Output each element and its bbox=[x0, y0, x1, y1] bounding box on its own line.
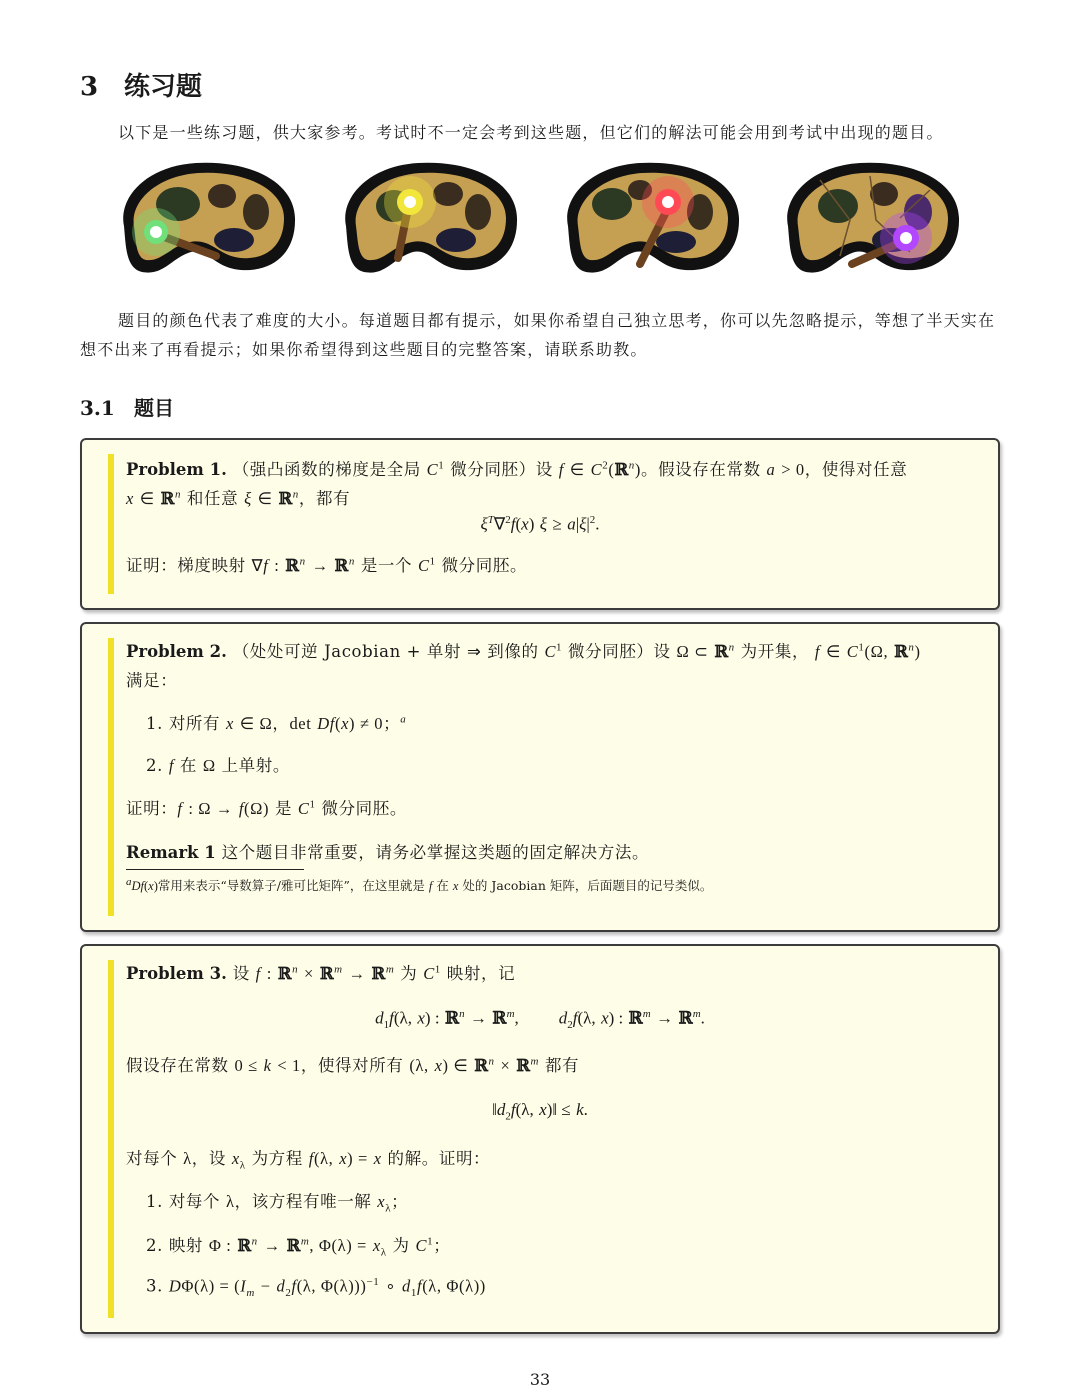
problem-3-display-eq-2: $‖d_2f(\lambda$, x)‖ ≤ k. bbox=[492, 1100, 588, 1123]
palette-red-image bbox=[560, 160, 742, 278]
problem-2-box bbox=[80, 622, 1000, 932]
page-number: 33 bbox=[529, 1370, 551, 1389]
section-title: 练习题 bbox=[124, 72, 203, 102]
problem-3-assume: 假设存在常数 0 ≤ k < 1，使得对所有 (λ, x) ∈ ℝ$^n$ × ℝ$^m$ 都有 bbox=[126, 1055, 580, 1075]
problem-1-prove: 证明：梯度映射 ∇f : ℝ$^n$ → ℝ$^n$ 是一个 $C^1$ 微分同胚。 bbox=[126, 555, 528, 575]
subsection-heading bbox=[80, 392, 174, 421]
problem-2-remark: Remark 1 这个题目非常重要，请务必掌握这类题的固定解决方法。 bbox=[126, 843, 650, 862]
problem-3-item-2: 2. 映射 Φ : ℝ$^n$ → ℝ$^m$, $\Phi(\lambda) = x_\lambda$ 为 $C^1$； bbox=[146, 1235, 451, 1259]
problem-3-each: 对每个 λ，设 $x_\lambda$ 为方程 f(λ, x) = x 的解。证明： bbox=[126, 1149, 491, 1172]
remark-label: Remark 1 bbox=[126, 843, 216, 862]
subsection-number: 3.1 bbox=[80, 396, 115, 420]
problem-3-item-3: 3. $D\Phi(\lambda) = (I_m - d_2f(\lambda$, Φ(λ)))$^{-1}$ ∘ $d_1f(\lambda$, Φ(λ)) bbox=[146, 1276, 486, 1299]
problem-2-label: Problem 2. bbox=[126, 642, 227, 661]
problem-3-box bbox=[80, 944, 1000, 1334]
problem-2-line-1: Problem 2. （处处可逆 Jacobian + 单射 ⇒ 到像的 $C^1$ 微分同胚）设 Ω ⊂ ℝ$^n$ 为开集， f ∈ $C^1(\Omega$, ℝ$^n$) bbox=[126, 641, 921, 661]
problem-1-line-1: Problem 1. （强凸函数的梯度是全局 $C^1$ 微分同胚）设 f ∈ $C^2(ℝ^n)$。假设存在常数 a > 0，使得对任意 bbox=[126, 459, 908, 479]
subsection-title: 题目 bbox=[134, 396, 174, 420]
problem-1-line-2: x ∈ ℝ$^n$ 和任意 ξ ∈ ℝ$^n$，都有 bbox=[126, 488, 351, 508]
problem-2-item-2: 2. f 在 Ω 上单射。 bbox=[146, 756, 290, 775]
problem-2-satisfy: 满足： bbox=[126, 671, 178, 690]
difficulty-paragraph: 题目的颜色代表了难度的大小。每道题目都有提示，如果你希望自己独立思考，你可以先忽略提示，等想了半天实在想不出来了再看提示；如果你希望得到这些题目的完整答案，请联系助教。 bbox=[80, 311, 996, 359]
problem-3-item-1: 1. 对每个 λ，该方程有唯一解 $x_\lambda$； bbox=[146, 1192, 409, 1215]
section-heading bbox=[80, 66, 202, 103]
intro-paragraph: 以下是一些练习题，供大家参考。考试时不一定会考到这些题，但它们的解法可能会用到考试中出现的题目。 bbox=[118, 123, 944, 142]
problem-3-label: Problem 3. bbox=[126, 964, 227, 983]
problem-2-footnote: $^a$Df(x)常用来表示“导数算子/雅可比矩阵”，在这里就是 f 在 x 处的 Jacobian 矩阵，后面题目的记号类似。 bbox=[126, 876, 713, 894]
problem-2-accent-bar bbox=[108, 638, 114, 916]
palette-yellow-image bbox=[338, 160, 520, 278]
section-number: 3 bbox=[80, 72, 99, 102]
problem-2-item-1: 1. 对所有 x ∈ Ω，det Df(x) ≠ 0；$^a$ bbox=[146, 713, 407, 733]
palette-green-image bbox=[116, 160, 298, 278]
problem-3-line-1: Problem 3. 设 f : ℝ$^n$ × ℝ$^m$ → ℝ$^m$ 为 $C^1$ 映射，记 bbox=[126, 963, 516, 983]
footnote-rule bbox=[126, 869, 304, 870]
problem-3-display-eq-1: $d_1f(\lambda$, x) : ℝ$^n$ → ℝ$^m$, $d_2f(\lambda$, x) : ℝ$^m$ → ℝ$^m$. bbox=[375, 1008, 705, 1032]
problem-2-prove: 证明：f : Ω → f(Ω) 是 $C^1$ 微分同胚。 bbox=[126, 798, 407, 818]
problem-1-display-eq: $\xi^T\nabla^2f(x) \xi \ge a|\xi|^2$. bbox=[480, 514, 600, 534]
problem-1-label: Problem 1. bbox=[126, 460, 227, 479]
problem-1-box bbox=[80, 438, 1000, 610]
palette-purple-image bbox=[780, 160, 962, 278]
